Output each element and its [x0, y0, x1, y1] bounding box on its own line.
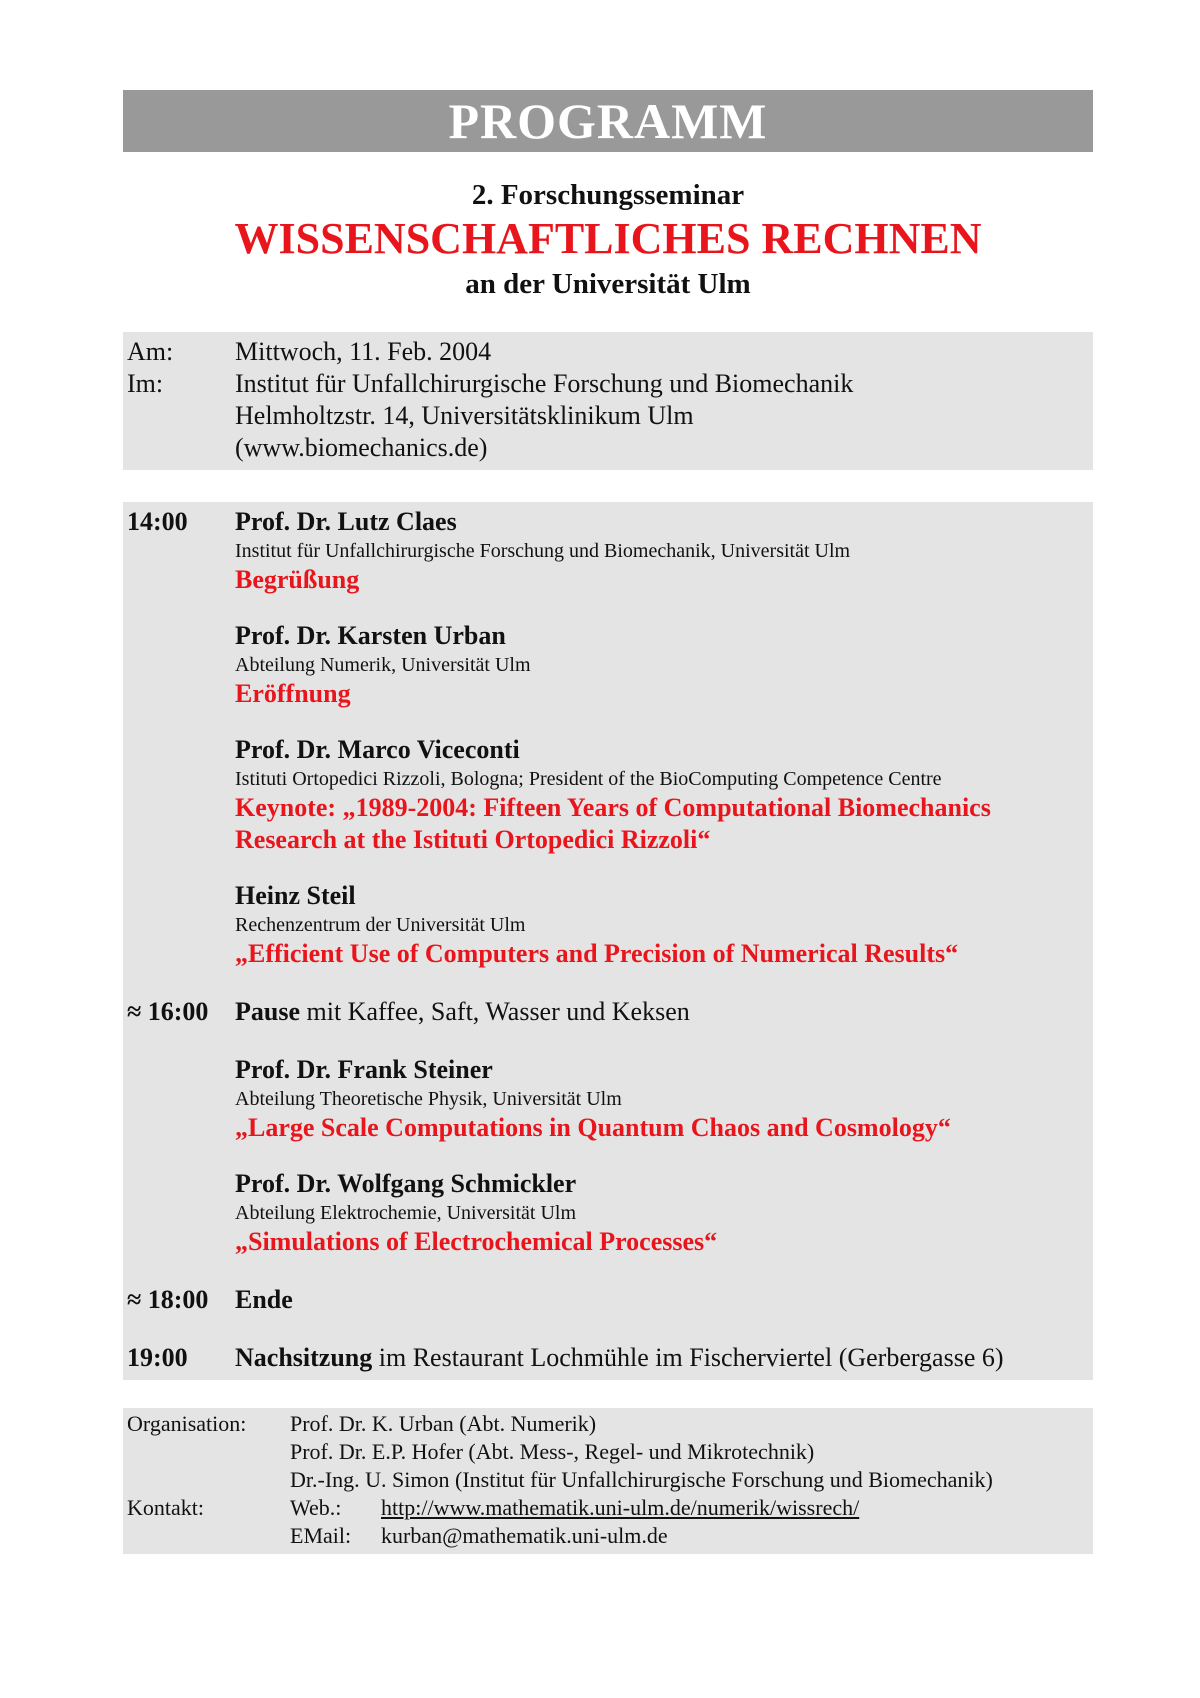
schedule-entry — [127, 506, 1089, 596]
break-entry — [127, 996, 1089, 1028]
seminar-number: 2. Forschungsseminar — [471, 179, 745, 211]
talk-title: Eröffnung — [235, 679, 351, 708]
organizer: Prof. Dr. K. Urban (Abt. Numerik) — [290, 1411, 597, 1436]
break-text: mit Kaffee, Saft, Wasser und Keksen — [300, 997, 690, 1026]
location-row — [127, 368, 1089, 464]
speaker-name: Prof. Dr. Wolfgang Schmickler — [235, 1169, 577, 1198]
entry-time — [127, 734, 235, 856]
schedule-box — [123, 502, 1093, 1380]
location-label: Im: — [127, 369, 164, 398]
schedule-entry — [127, 620, 1089, 710]
organizer: Prof. Dr. E.P. Hofer (Abt. Mess-, Regel- und Mikrotechnik) — [290, 1439, 815, 1464]
talk-title: Begrüßung — [235, 565, 360, 594]
location-line: Helmholtzstr. 14, Universitätsklinikum Ulm — [235, 401, 694, 430]
speaker-affiliation: Abteilung Theoretische Physik, Universität Ulm — [235, 1088, 622, 1110]
date-value: Mittwoch, 11. Feb. 2004 — [235, 337, 492, 366]
location-line: Institut für Unfallchirurgische Forschung und Biomechanik — [235, 369, 854, 398]
contact-row — [127, 1494, 1089, 1550]
email-address[interactable]: kurban@mathematik.uni-ulm.de — [381, 1523, 668, 1548]
entry-time — [127, 620, 235, 710]
end-label: Ende — [235, 1285, 293, 1314]
entry-time: 19:00 — [127, 1343, 188, 1372]
speaker-name: Prof. Dr. Marco Viceconti — [235, 735, 520, 764]
talk-title: Keynote: „1989-2004: Fifteen Years of Computational Biomechanics — [235, 793, 991, 822]
speaker-name: Prof. Dr. Lutz Claes — [235, 507, 457, 536]
speaker-affiliation: Abteilung Elektrochemie, Universität Ulm — [235, 1202, 577, 1224]
talk-title: „Efficient Use of Computers and Precision of Numerical Results“ — [235, 939, 959, 968]
date-label: Am: — [127, 337, 174, 366]
program-title: PROGRAMM — [448, 93, 768, 149]
end-entry — [127, 1284, 1089, 1316]
speaker-name: Prof. Dr. Frank Steiner — [235, 1055, 493, 1084]
schedule-entry — [127, 1168, 1089, 1258]
organisation-label: Organisation: — [127, 1411, 247, 1436]
email-label: EMail: — [290, 1523, 352, 1548]
talk-title: „Large Scale Computations in Quantum Chaos and Cosmology“ — [235, 1113, 951, 1142]
dinner-label: Nachsitzung — [235, 1343, 373, 1372]
seminar-host: an der Universität Ulm — [465, 268, 751, 300]
program-page — [123, 90, 1093, 1554]
dinner-text: im Restaurant Lochmühle im Fischerviertel (Gerbergasse 6) — [372, 1343, 1004, 1372]
dinner-entry — [127, 1342, 1089, 1374]
location-value — [235, 368, 1089, 464]
schedule-entry — [127, 734, 1089, 856]
contact-label: Kontakt: — [127, 1495, 204, 1520]
entry-time: ≈ 16:00 — [127, 997, 209, 1026]
speaker-affiliation: Istituti Ortopedici Rizzoli, Bologna; President of the BioComputing Competence Centre — [235, 768, 942, 790]
location-line: (www.biomechanics.de) — [235, 433, 488, 462]
break-label: Pause — [235, 997, 300, 1026]
seminar-title: WISSENSCHAFTLICHES RECHNEN — [234, 214, 982, 263]
speaker-name: Prof. Dr. Karsten Urban — [235, 621, 506, 650]
talk-title: „Simulations of Electrochemical Processes“ — [235, 1227, 718, 1256]
organisation-box — [123, 1408, 1093, 1554]
entry-time: 14:00 — [127, 507, 188, 536]
talk-title: Research at the Istituti Ortopedici Rizzoli“ — [235, 825, 711, 854]
event-info-box — [123, 332, 1093, 470]
organizer: Dr.-Ing. U. Simon (Institut für Unfallchirurgische Forschung und Biomechanik) — [290, 1467, 993, 1492]
date-row — [127, 336, 1089, 368]
speaker-affiliation: Institut für Unfallchirurgische Forschung und Biomechanik, Universität Ulm — [235, 540, 851, 562]
organisation-row — [127, 1410, 1089, 1494]
speaker-name: Heinz Steil — [235, 881, 356, 910]
entry-time — [127, 880, 235, 970]
program-title-bar — [123, 90, 1093, 152]
speaker-affiliation: Abteilung Numerik, Universität Ulm — [235, 654, 531, 676]
website-link[interactable]: http://www.mathematik.uni-ulm.de/numerik/wissrech/ — [381, 1495, 860, 1520]
web-label: Web.: — [290, 1495, 342, 1520]
schedule-entry — [127, 880, 1089, 970]
schedule-entry — [127, 1054, 1089, 1144]
entry-time: ≈ 18:00 — [127, 1285, 209, 1314]
speaker-affiliation: Rechenzentrum der Universität Ulm — [235, 914, 526, 936]
